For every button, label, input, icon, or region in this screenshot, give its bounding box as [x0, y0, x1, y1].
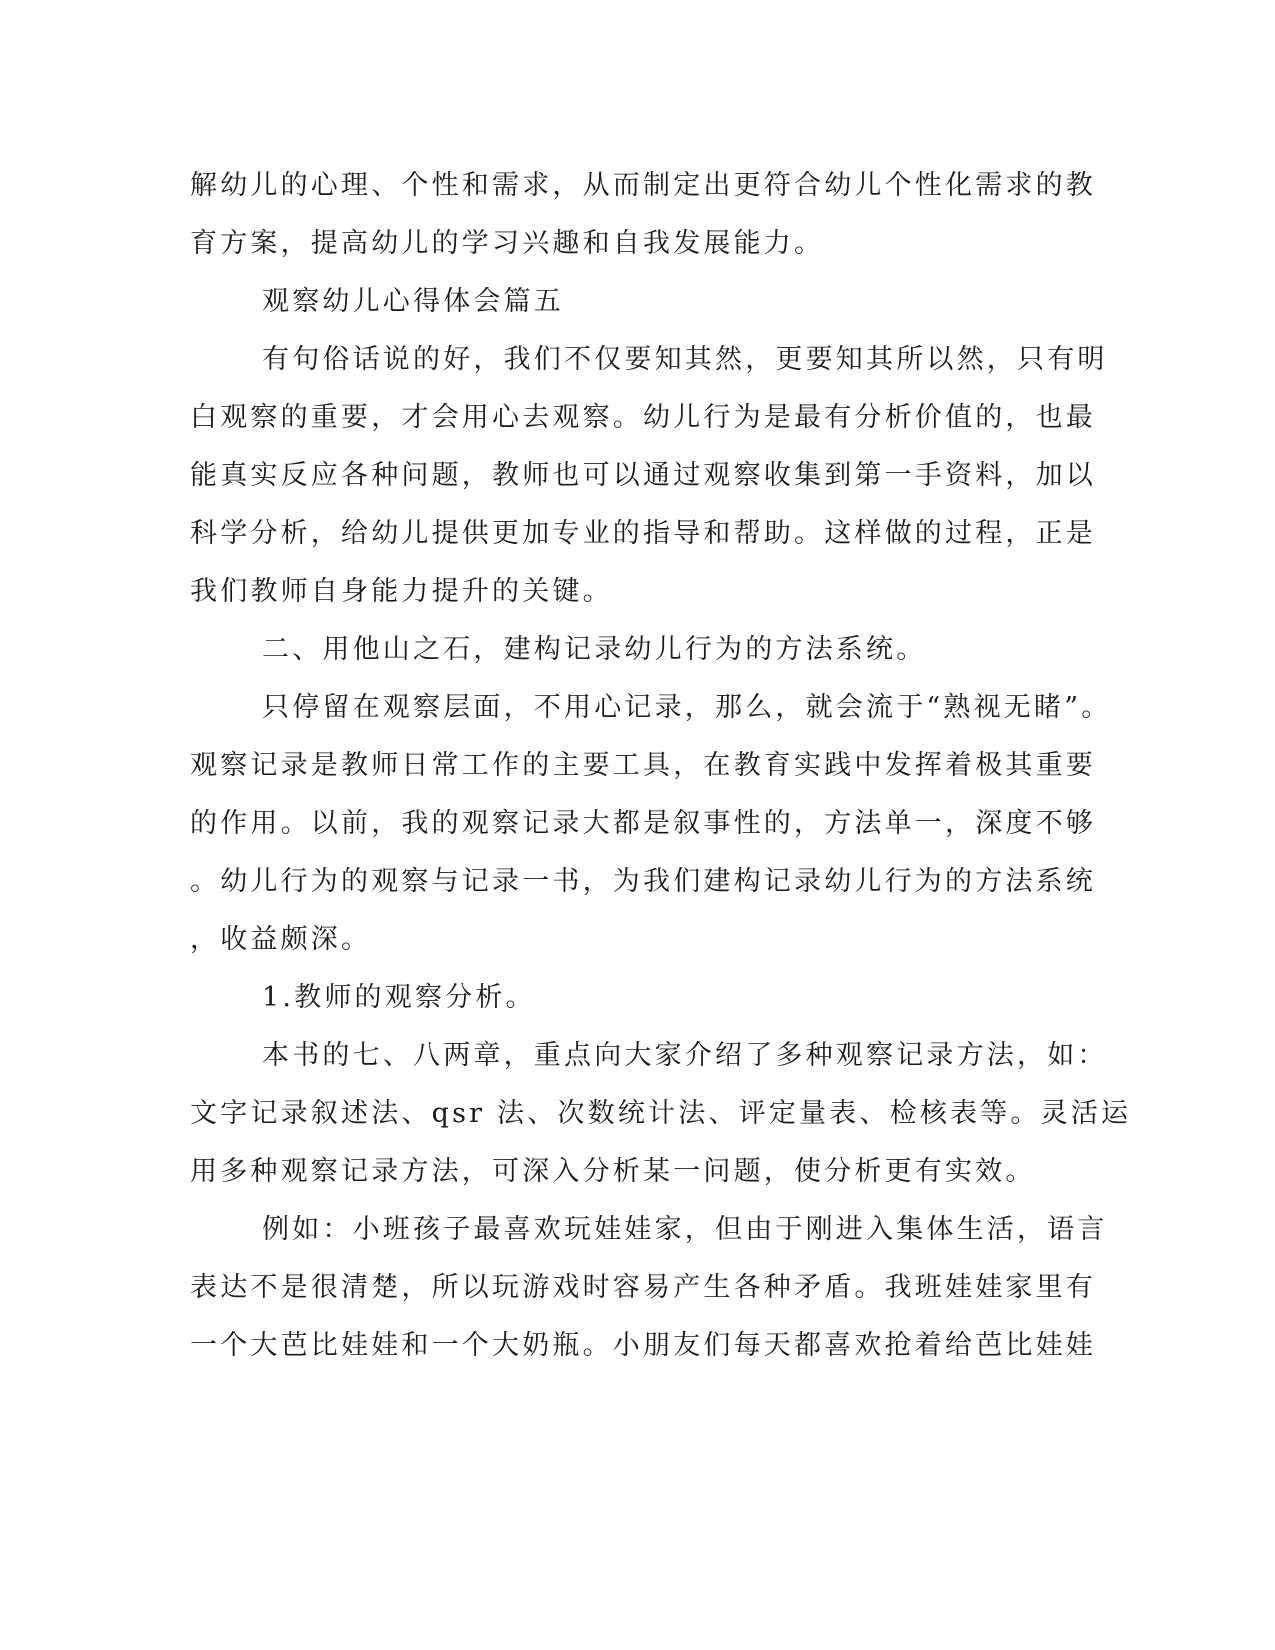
- section-heading: 观察幼儿心得体会篇五: [262, 286, 564, 317]
- text-line: 观察记录是教师日常工作的主要工具，在教育实践中发挥着极其重要: [190, 750, 1096, 781]
- text-line: 能真实反应各种问题，教师也可以通过观察收集到第一手资料，加以: [190, 460, 1096, 491]
- text-line: 文字记录叙述法、qsr 法、次数统计法、评定量表、检核表等。灵活运: [190, 1098, 1132, 1129]
- text-line: 表达不是很清楚，所以玩游戏时容易产生各种矛盾。我班娃娃家里有: [190, 1272, 1096, 1303]
- text-line: 。幼儿行为的观察与记录一书，为我们建构记录幼儿行为的方法系统: [190, 866, 1096, 897]
- text-line: 一个大芭比娃娃和一个大奶瓶。小朋友们每天都喜欢抢着给芭比娃娃: [190, 1330, 1096, 1361]
- text-line: 有句俗话说的好，我们不仅要知其然，更要知其所以然，只有明: [262, 344, 1108, 375]
- text-line: 解幼儿的心理、个性和需求，从而制定出更符合幼儿个性化需求的教: [190, 170, 1096, 201]
- text-line: 育方案，提高幼儿的学习兴趣和自我发展能力。: [190, 228, 825, 259]
- text-line: 的作用。以前，我的观察记录大都是叙事性的，方法单一，深度不够: [190, 808, 1096, 839]
- text-line: 白观察的重要，才会用心去观察。幼儿行为是最有分析价值的，也最: [190, 402, 1096, 433]
- text-line: 只停留在观察层面，不用心记录，那么，就会流于“熟视无睹”。: [262, 692, 1112, 723]
- subheading: 1.教师的观察分析。: [262, 982, 536, 1013]
- subheading: 二、用他山之石，建构记录幼儿行为的方法系统。: [262, 634, 927, 665]
- text-line: 例如：小班孩子最喜欢玩娃娃家，但由于刚进入集体生活，语言: [262, 1214, 1108, 1245]
- text-line: 科学分析，给幼儿提供更加专业的指导和帮助。这样做的过程，正是: [190, 518, 1096, 549]
- text-line: 我们教师自身能力提升的关键。: [190, 576, 613, 607]
- text-line: 本书的七、八两章，重点向大家介绍了多种观察记录方法，如：: [262, 1040, 1108, 1071]
- text-line: ，收益颇深。: [190, 924, 372, 955]
- text-line: 用多种观察记录方法，可深入分析某一问题，使分析更有实效。: [190, 1156, 1036, 1187]
